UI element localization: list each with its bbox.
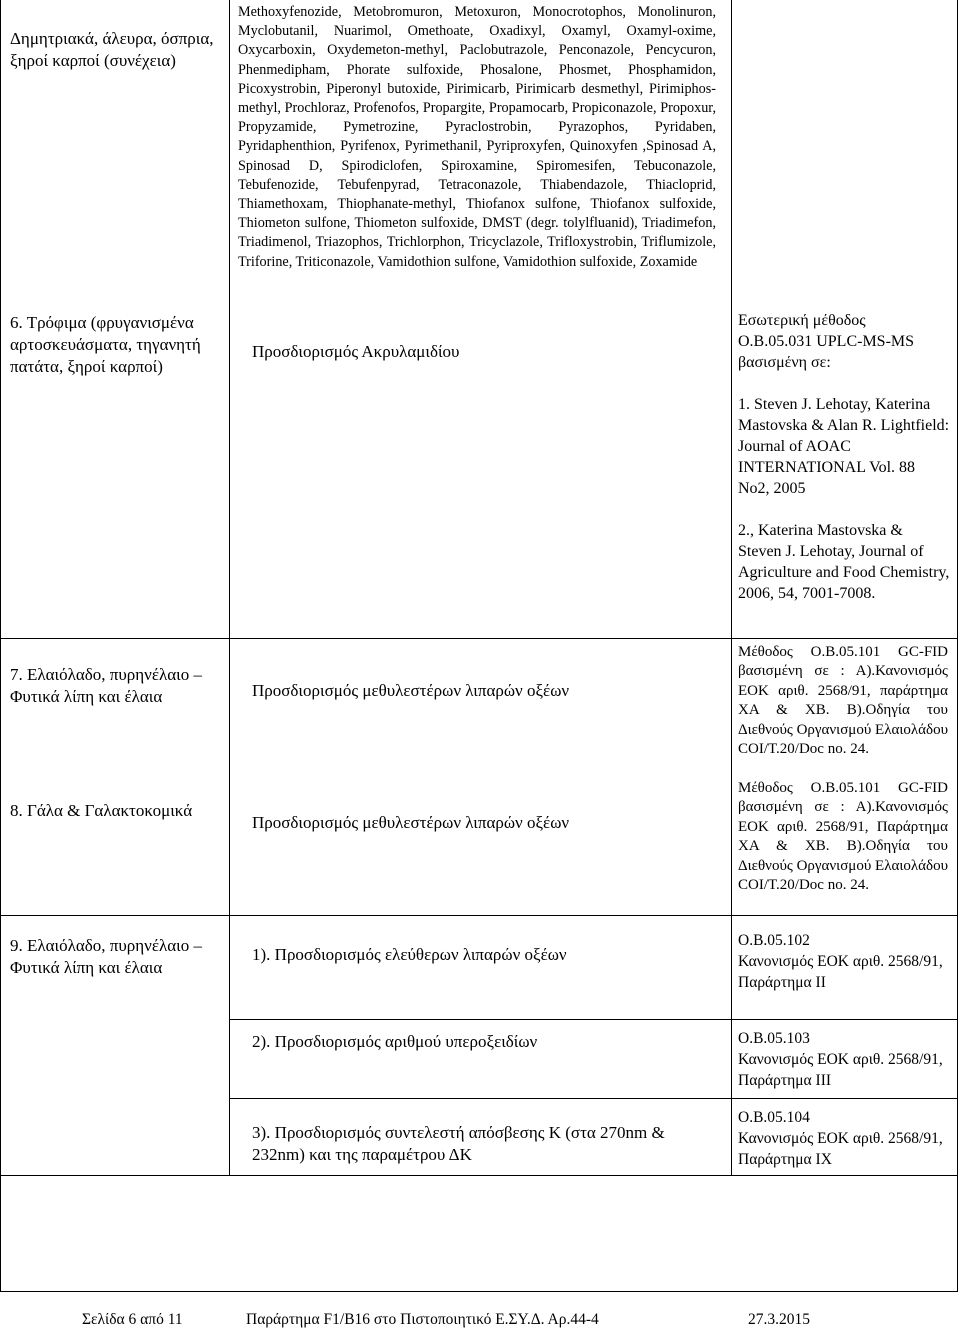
footer-date: 27.3.2015 <box>748 1311 810 1328</box>
test-extinction-coefficient: 3). Προσδιορισμός συντελεστή απόσβεσης Κ (στα 270nm & 232nm) και της παραμέτρου ΔΚ <box>252 1123 665 1164</box>
table-border-bottom <box>0 1291 958 1292</box>
test-fatty-acid-methyl-esters-8: Προσδιορισμός μεθυλεστέρων λιπαρών οξέων <box>252 813 570 832</box>
row-divider-8-9 <box>0 915 958 916</box>
category-9-olive-oil <box>10 935 225 979</box>
category-cereals-continued: Δημητριακά, άλευρα, όσπρια, ξηροί καρποί (συνέχεια) <box>10 29 214 70</box>
category-line: Φυτικά λίπη και έλαια <box>10 687 163 706</box>
test-acrylamide: Προσδιορισμός Ακρυλαμιδίου <box>252 342 460 361</box>
analyte-list: Methoxyfenozide, Metobromuron, Metoxuron, Monocrotophos, Monolinuron, Myclobutanil, Nuarimol, Omethoate, Oxadixyl, Oxamyl, Oxamyl-oxime, Oxycarboxin, Oxydemeton-methyl, Paclobutrazole, Penconazole, Pencycuron, Phenmedipham, Phorate sulfoxide, Phosalone, Phosmet, Phosphamidon, Picoxystrobin, Piperonyl butoxide, Pirimicarb, Pirimicarb desmethyl, Pirimiphos-methyl, Prochloraz, Profenofos, Propargite, Propamocarb, Propiconazole, Propoxur, Propyzamide, Pymetrozine, Pyraclostrobin, Pyrazophos, Pyridaben, Pyridaphenthion, Pyrifenox, Pyrimethanil, Pyriproxyfen, Quinoxyfen ,Spinosad A, Spinosad D, Spirodiclofen, Spiroxamine, Spiromesifen, Tebuconazole, Tebufenozide, Tebufenpyrad, Tetraconazole, Thiabendazole, Thiacloprid, Thiamethoxam, Thiophanate-methyl, Thiofanox sulfone, Thiofanox sulfoxide, Thiometon sulfone, Thiometon sulfoxide, DMST (degr. tolylfluanid), Triadimefon, Triadimenol, Triazophos, Trichlorphon, Tricyclazole, Trifloxystrobin, Triflumizole, Triforine, Triticonazole, Vamidothion sulfone, Vamidothion sulfoxide, Zoxamide <box>238 4 716 270</box>
method-line: Εσωτερική μέθοδος <box>738 312 866 329</box>
row-divider-bottom <box>0 1175 958 1176</box>
method-line: Ο.Β.05.031 UPLC-MS-MS <box>738 333 915 350</box>
category-line: 9. Ελαιόλαδο, πυρηνέλαιο – <box>10 936 202 955</box>
test-peroxide-value: 2). Προσδιορισμός αριθμού υπεροξειδίων <box>252 1032 538 1051</box>
method-line: Κανονισμός ΕΟΚ αριθ. 2568/91, <box>738 1051 943 1068</box>
category-line: Φυτικά λίπη και έλαια <box>10 958 163 977</box>
method-line: Παράρτημα ΙΧ <box>738 1151 832 1168</box>
footer-annex-reference: Παράρτημα F1/B16 στο Πιστοποιητικό Ε.ΣΥ.Δ. Αρ.44-4 <box>246 1311 599 1328</box>
test-fatty-acid-methyl-esters-7: Προσδιορισμός μεθυλεστέρων λιπαρών οξέων <box>252 681 570 700</box>
table-border-left <box>0 0 1 1291</box>
method-acrylamide <box>738 310 950 604</box>
reference-1: 1. Steven J. Lehotay, Katerina Mastovska & Alan R. Lightfield: Journal of AOAC INTERNATIONAL Vol. 88 No2, 2005 <box>738 396 950 497</box>
method-line: Παράρτημα ΙΙΙ <box>738 1072 832 1089</box>
category-8-dairy: 8. Γάλα & Γαλακτοκομικά <box>10 801 193 820</box>
category-6-foods: 6. Τρόφιμα (φρυγανισμένα αρτοσκευάσματα, τηγανητή πατάτα, ξηροί καρποί) <box>10 313 201 376</box>
method-line: Ο.Β.05.102 <box>738 932 810 949</box>
method-line: Ο.Β.05.103 <box>738 1030 810 1047</box>
method-peroxide-value <box>738 1028 953 1091</box>
method-line: Παράρτημα ΙΙ <box>738 974 826 991</box>
method-line: Κανονισμός ΕΟΚ αριθ. 2568/91, <box>738 953 943 970</box>
subrow-divider-1 <box>229 1019 958 1020</box>
row-divider-6-7 <box>0 638 958 639</box>
column-divider-2 <box>731 0 732 1175</box>
method-line: Ο.Β.05.104 <box>738 1109 810 1126</box>
column-divider-1 <box>229 0 230 1175</box>
test-free-fatty-acids: 1). Προσδιορισμός ελεύθερων λιπαρών οξέων <box>252 945 567 964</box>
method-row7: Μέθοδος Ο.Β.05.101 GC-FID βασισμένη σε : Α).Κανονισμός ΕΟΚ αριθ. 2568/91, παράρτημα ΧΑ & ΧΒ. Β).Οδηγία του Διεθνούς Οργανισμού Ελαιολάδου COI/T.20/Doc no. 24. <box>738 644 948 758</box>
subrow-divider-2 <box>229 1098 958 1099</box>
reference-2: 2., Katerina Mastovska & Steven J. Lehotay, Journal of Agriculture and Food Chemistry, 2006, 54, 7001-7008. <box>738 522 950 602</box>
category-line: 7. Ελαιόλαδο, πυρηνέλαιο – <box>10 665 202 684</box>
method-free-fatty-acids <box>738 930 953 993</box>
category-7-olive-oil <box>10 664 225 708</box>
method-line: Κανονισμός ΕΟΚ αριθ. 2568/91, <box>738 1130 943 1147</box>
method-line: βασισμένη σε: <box>738 354 831 371</box>
footer-page-number: Σελίδα 6 από 11 <box>82 1311 183 1328</box>
method-row8: Μέθοδος Ο.Β.05.101 GC-FID βασισμένη σε : Α).Κανονισμός ΕΟΚ αριθ. 2568/91, Παράρτημα ΧΑ & ΧΒ. Β).Οδηγία του Διεθνούς Οργανισμού Ελαιολάδου COI/T.20/Doc no. 24. <box>738 780 948 894</box>
method-extinction-coefficient <box>738 1107 953 1170</box>
